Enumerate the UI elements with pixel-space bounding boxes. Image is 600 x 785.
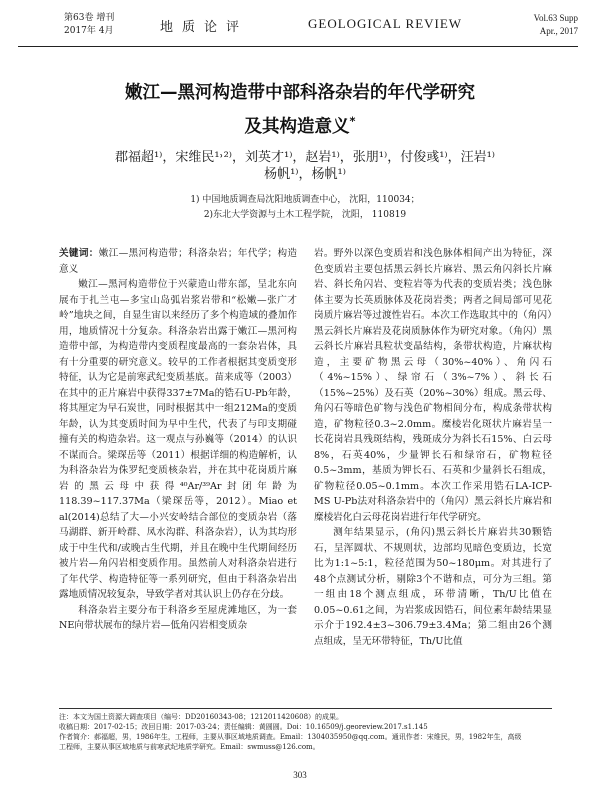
title-line-1: 嫩江—黑河构造带中部科洛杂岩的年代学研究	[125, 83, 475, 103]
header-volume-en	[534, 12, 578, 38]
footnote-funding: 注：本文为国土资源大调查项目（编号：DD20160343-08；1212011420608）的成果。	[59, 713, 344, 721]
journal-name-cn: 地质论评	[160, 20, 249, 35]
affiliation-2: 2)东北大学资源与土木工程学院， 沈阳， 110819	[203, 210, 407, 220]
authors-line-2: 杨帆¹⁾，杨帆¹⁾	[264, 167, 346, 182]
date-en: Apr., 2017	[539, 26, 578, 36]
keywords-text: 嫩江—黑河构造带；科洛杂岩；年代学；构造意义	[59, 248, 298, 275]
author-list	[80, 149, 530, 183]
article-title	[40, 79, 560, 141]
volume-en: Vol.63 Supp	[533, 13, 578, 23]
title-line-2: 及其构造意义	[244, 116, 350, 137]
affiliations	[100, 193, 510, 223]
keywords	[59, 246, 297, 277]
footnote-author-bio-cont: 工程师，主要从事区域地质与前寒武纪地质学研究。Email：swmuss@126.com。	[59, 743, 320, 751]
header-volume-cn	[64, 12, 114, 38]
title-footnote-mark: *	[349, 114, 356, 128]
footnotes	[59, 708, 552, 752]
title-line-2-wrap	[40, 107, 560, 141]
right-column	[314, 246, 552, 649]
authors-line-1: 郡福超¹⁾，宋维民¹˒²⁾，刘英才¹⁾，赵岩¹⁾，张朋¹⁾，付俊彧¹⁾，汪岩¹⁾	[114, 150, 496, 165]
paragraph-results: 测年结果显示，(角闪)黑云斜长片麻岩共30颗锆石，呈浑圆状、不规则状，边部均见暗色变质边，长宽比为1:1~5:1，粒径范围为50~180μm。对其进行了48个点测试分析，剔除3个不谐和点，可分为三组。第一组由18个测点组成，环带清晰，Th/U比值在0.05~0.61之间，为岩浆成因锆石，间位素年龄结果显示介于192.4±3~306.79±3.4Ma；第二组由26个测点组成，呈无环带特征，Th/U比值	[314, 527, 552, 647]
keywords-label: 关键词：	[59, 248, 99, 259]
volume-cn: 第63卷 增刊	[64, 13, 115, 23]
page-header	[18, 10, 578, 47]
footnote-author-bio: 作者简介：郝福超，男，1986年生，工程师，主要从事区域地质调查。Email：1304035950@qq.com。通讯作者：宋维民，男，1982年生，高级	[59, 733, 522, 741]
footnote-dates: 收稿日期：2017-02-15；改回日期：2017-03-24；责任编辑：黄圆圆。Doi：10.16509/j.georeview.2017.s1.145	[59, 723, 428, 731]
left-column	[59, 246, 297, 634]
paragraph-geology-cont: 岩。野外以深色变质岩和浅色脉体相间产出为特征，深色变质岩主要包括黑云斜长片麻岩、黑云角闪斜长片麻岩、斜长角闪岩、变粒岩等为代表的变质岩类；浅色脉体主要为长英质脉体及花岗岩类；两者之间局部可见花岗质片麻岩等过渡性岩石。本次工作选取其中的（角闪）黑云斜长片麻岩及花岗质脉体作为研究对象。（角闪）黑云斜长片麻岩具粒状变晶结构，条带状构造，片麻状构造，主要矿物黑云母（30%~40%）、角闪石（4%~15%）、绿帘石（3%~7%）、斜长石（15%~25%）及石英（20%~30%）组成。黑云母、角闪石等暗色矿物与浅色矿物相间分布，构成条带状构造，矿物粒径0.3~2.0mm。糜棱岩化斑状片麻岩呈一长花岗岩具残斑结构，残斑成分为斜长石15%、白云母8%，石英40%，少量钾长石和绿帘石，矿物粒径0.5~3mm，基质为钾长石、石英和少量斜长石组成，矿物粒径0.05~0.1mm。本次工作采用锆石LA-ICP-MS U-Pb法对科洛杂岩中的（角闪）黑云斜长片麻岩和糜棱岩化白云母花岗岩进行年代学研究。	[314, 248, 552, 523]
paragraph-intro: 嫩江—黑河构造带位于兴蒙造山带东部，呈北东向展布于扎兰屯—多宝山岛弧岩浆岩带和“松嫩—张广才岭”地块之间，自显生宙以来经历了多个构造域的叠加作用，地质情况十分复杂。科洛杂岩出露于嫩江—黑河构造带中部，为构造带内变质程度最高的一套杂岩体，具有十分重要的研究意义。较早的工作者根据其变质变形特征，认为它是前寒武纪变质基底。苗来成等（2003）在其中的正片麻岩中获得337±7Ma的锆石U-Pb年龄，将其厘定为早石炭世，同时根据其中一组212Ma的变质年龄，认为其变质时间为早中生代，代表了与印支期碰撞有关的构造杂岩。这一观点与孙巍等（2014）的认识不谋而合。梁琛岳等（2011）根据详细的构造解析，认为科洛杂岩为侏罗纪变质核杂岩，并在其中花岗质片麻岩的黑云母中获得⁴⁰Ar/³⁹Ar封闭年龄为118.39~117.37Ma（梁琛岳等，2012）。Miao et al(2014)总结了大—小兴安岭结合部位的变质杂岩（落马湖群、新开岭群、凤水沟群、科洛杂岩），认为其均形成于中生代和/或晚古生代期，并且在晚中生代期间经历被片岩—角闪岩相变质作用。虽然前人对科洛杂岩进行了年代学、构造特征等一系列研究，但由于科洛杂岩出露地质情况较复杂，导致学者对其认识上仍存在分歧。	[59, 279, 297, 600]
journal-name-en: GEOLOGICAL REVIEW	[308, 16, 463, 31]
affiliation-1: 1) 中国地质调查局沈阳地质调查中心， 沈阳，110034；	[190, 195, 420, 205]
date-cn: 2017年 4月	[64, 26, 114, 36]
page-number: 303	[293, 770, 307, 780]
paragraph-geology-start: 科洛杂岩主要分布于科洛乡至屋虎滩地区，为一套NE向带状展布的绿片岩—低角闪岩相变质杂	[59, 604, 297, 631]
